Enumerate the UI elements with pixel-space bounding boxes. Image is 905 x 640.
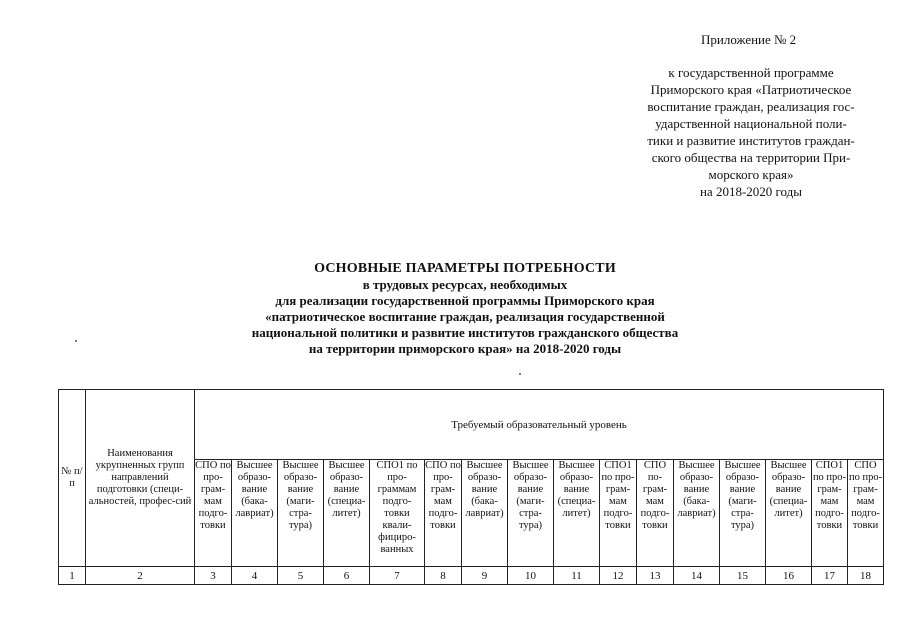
level-header: СПО1 по про-грам-мам подго-товки: [812, 460, 848, 567]
column-number: 7: [370, 567, 425, 585]
level-header: Высшее образо-вание (бака-лавриат): [462, 460, 508, 567]
column-number: 11: [554, 567, 600, 585]
appendix-line: Приморского края «Патриотическое: [650, 82, 852, 97]
column-number: 8: [425, 567, 462, 585]
column-number: 2: [86, 567, 195, 585]
level-header: Высшее образо-вание (специа-литет): [324, 460, 370, 567]
level-header: Высшее образо-вание (специа-литет): [766, 460, 812, 567]
title-main: ОСНОВНЫЕ ПАРАМЕТРЫ ПОТРЕБНОСТИ: [314, 261, 616, 276]
level-header: Высшее образо-вание (маги-стра-тура): [720, 460, 766, 567]
appendix-number: Приложение № 2: [701, 32, 797, 47]
column-number: 9: [462, 567, 508, 585]
header-group-name: Наименования укрупненных групп направлений подготовки (специ-альностей, профес-сий: [86, 390, 195, 567]
appendix-line: тики и развитие институтов граждан-: [647, 133, 855, 148]
level-header: Высшее образо-вание (бака-лавриат): [674, 460, 720, 567]
appendix-line: ского общества на территории При-: [651, 150, 851, 165]
column-number: 10: [508, 567, 554, 585]
column-number: 3: [195, 567, 232, 585]
level-header: СПО1 по про-граммам подго-товки квали-фициро-ванных: [370, 460, 425, 567]
column-number: 16: [766, 567, 812, 585]
title-line: на территории приморского края» на 2018-2020 годы: [308, 341, 622, 356]
level-header: Высшее образо-вание (бака-лавриат): [232, 460, 278, 567]
column-number: 13: [637, 567, 674, 585]
column-number: 14: [674, 567, 720, 585]
column-number: 4: [232, 567, 278, 585]
level-header: СПО по про-грам-мам подго-товки: [425, 460, 462, 567]
header-row-group: [59, 390, 884, 460]
column-number-row: [59, 567, 884, 585]
title-line: национальной политики и развитие институтов гражданского общества: [251, 325, 679, 340]
level-header: СПО по-грам-мам подго-товки: [637, 460, 674, 567]
scan-speck: [75, 340, 77, 342]
level-header: Высшее образо-вание (маги-стра-тура): [508, 460, 554, 567]
document-title: [180, 261, 750, 357]
title-line: в трудовых ресурсах, необходимых: [362, 277, 568, 292]
column-number: 12: [600, 567, 637, 585]
appendix-block: [616, 31, 886, 200]
column-number: 6: [324, 567, 370, 585]
level-header: СПО по про-грам-мам подго-товки: [195, 460, 232, 567]
appendix-line: воспитание граждан, реализация гос-: [647, 99, 855, 114]
level-header: Высшее образо-вание (маги-стра-тура): [278, 460, 324, 567]
column-number: 1: [59, 567, 86, 585]
level-header: СПО1 по про-грам-мам подго-товки: [600, 460, 637, 567]
appendix-line: к государственной программе: [668, 65, 834, 80]
header-education-level: Требуемый образовательный уровень: [195, 390, 884, 460]
column-number: 5: [278, 567, 324, 585]
appendix-line: ударственной национальной поли-: [655, 116, 847, 131]
level-header: Высшее образо-вание (специа-литет): [554, 460, 600, 567]
level-header: СПО по про-грам-мам подго-товки: [848, 460, 884, 567]
scan-speck: [519, 373, 521, 375]
title-line: для реализации государственной программы Приморского края: [275, 293, 655, 308]
appendix-line: на 2018-2020 годы: [699, 184, 803, 199]
requirements-table: [58, 389, 884, 585]
header-number: № п/п: [59, 390, 86, 567]
column-number: 17: [812, 567, 848, 585]
appendix-line: морского края»: [708, 167, 794, 182]
column-number: 15: [720, 567, 766, 585]
title-line: «патриотическое воспитание граждан, реализация государственной: [265, 309, 665, 324]
column-number: 18: [848, 567, 884, 585]
